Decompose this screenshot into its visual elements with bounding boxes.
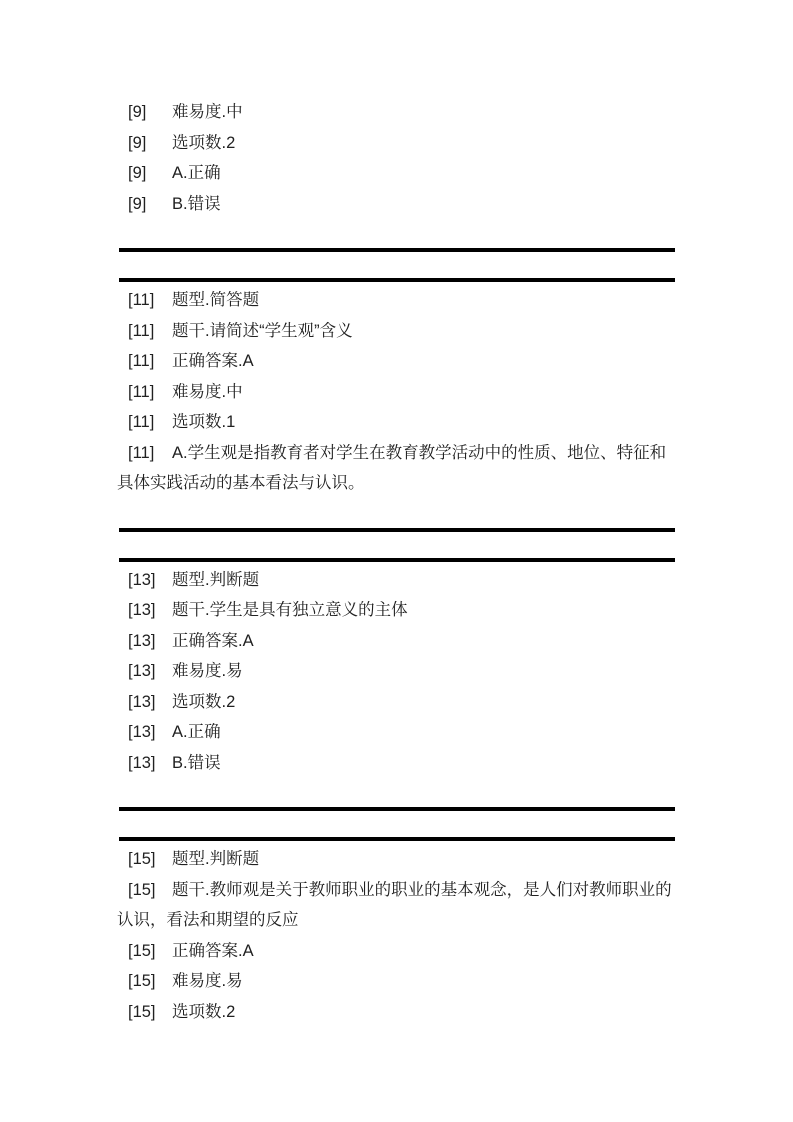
separator-bar [119,807,675,811]
question-row [117,407,675,438]
question-row [117,626,675,657]
row-index: [13] [128,570,156,589]
section-divider [117,528,675,562]
row-text: 选项数.2 [172,692,236,711]
question-row [117,748,675,779]
row-index: [15] [128,941,156,960]
row-index: [13] [128,723,156,741]
question-block-9 [117,97,675,219]
question-row [117,997,675,1028]
row-index: [15] [128,850,156,868]
question-row [117,936,675,967]
question-row [117,656,675,687]
row-index: [13] [128,692,156,711]
question-row [117,717,675,748]
row-index: [15] [128,1002,156,1021]
row-text: 选项数.1 [172,413,236,431]
row-text: 题干.请简述“学生观”含义 [172,321,353,340]
section-divider [117,807,675,841]
row-index: [13] [128,601,156,619]
row-index: [9] [128,194,147,213]
question-row [117,875,675,936]
question-block-13 [117,565,675,779]
row-text: 题型.判断题 [172,850,260,868]
row-index: [9] [128,164,147,182]
question-row [117,158,675,189]
row-text: 题型.简答题 [172,291,260,309]
row-index: [13] [128,631,156,650]
row-text: A.学生观是指教育者对学生在教育教学活动中的性质、地位、特征和具体实践活动的基本看法与认识。 [117,443,667,492]
row-text: 正确答案.A [172,941,254,960]
separator-bar [119,528,675,532]
row-index: [11] [128,321,155,340]
row-index: [15] [128,880,156,899]
question-row [117,844,675,875]
question-row [117,189,675,220]
row-index: [9] [128,133,147,152]
row-index: [11] [128,352,155,370]
question-row [117,97,675,128]
row-text: 正确答案.A [172,352,254,370]
row-text: B.错误 [172,753,221,772]
row-text: 题型.判断题 [172,570,260,589]
row-index: [13] [128,662,156,680]
row-text: 题干.教师观是关于教师职业的职业的基本观念，是人们对教师职业的认识，看法和期望的反应 [117,880,672,929]
row-index: [11] [128,291,155,309]
separator-bar [119,278,675,282]
separator-bar [119,558,675,562]
question-row [117,565,675,596]
row-index: [11] [128,413,155,431]
row-text: 选项数.2 [172,1002,236,1021]
question-row [117,285,675,316]
section-divider [117,248,675,282]
separator-bar [119,248,675,252]
question-block-11 [117,285,675,499]
row-index: [9] [128,103,147,121]
row-index: [15] [128,972,156,990]
question-row [117,346,675,377]
row-text: 难易度.易 [172,662,243,680]
row-index: [13] [128,753,156,772]
question-row [117,316,675,347]
row-text: A.正确 [172,164,221,182]
question-row [117,128,675,159]
question-row [117,377,675,408]
row-text: 题干.学生是具有独立意义的主体 [172,601,408,619]
row-index: [11] [128,443,155,462]
row-text: 选项数.2 [172,133,236,152]
row-text: 难易度.易 [172,972,243,990]
question-row [117,966,675,997]
question-row [117,687,675,718]
row-text: B.错误 [172,194,221,213]
row-text: A.正确 [172,723,221,741]
row-text: 正确答案.A [172,631,254,650]
document-body [117,97,675,1027]
row-text: 难易度.中 [172,382,243,401]
question-row [117,438,675,499]
row-index: [11] [128,382,155,401]
question-row [117,595,675,626]
separator-bar [119,837,675,841]
question-block-15 [117,844,675,1027]
row-text: 难易度.中 [172,103,243,121]
